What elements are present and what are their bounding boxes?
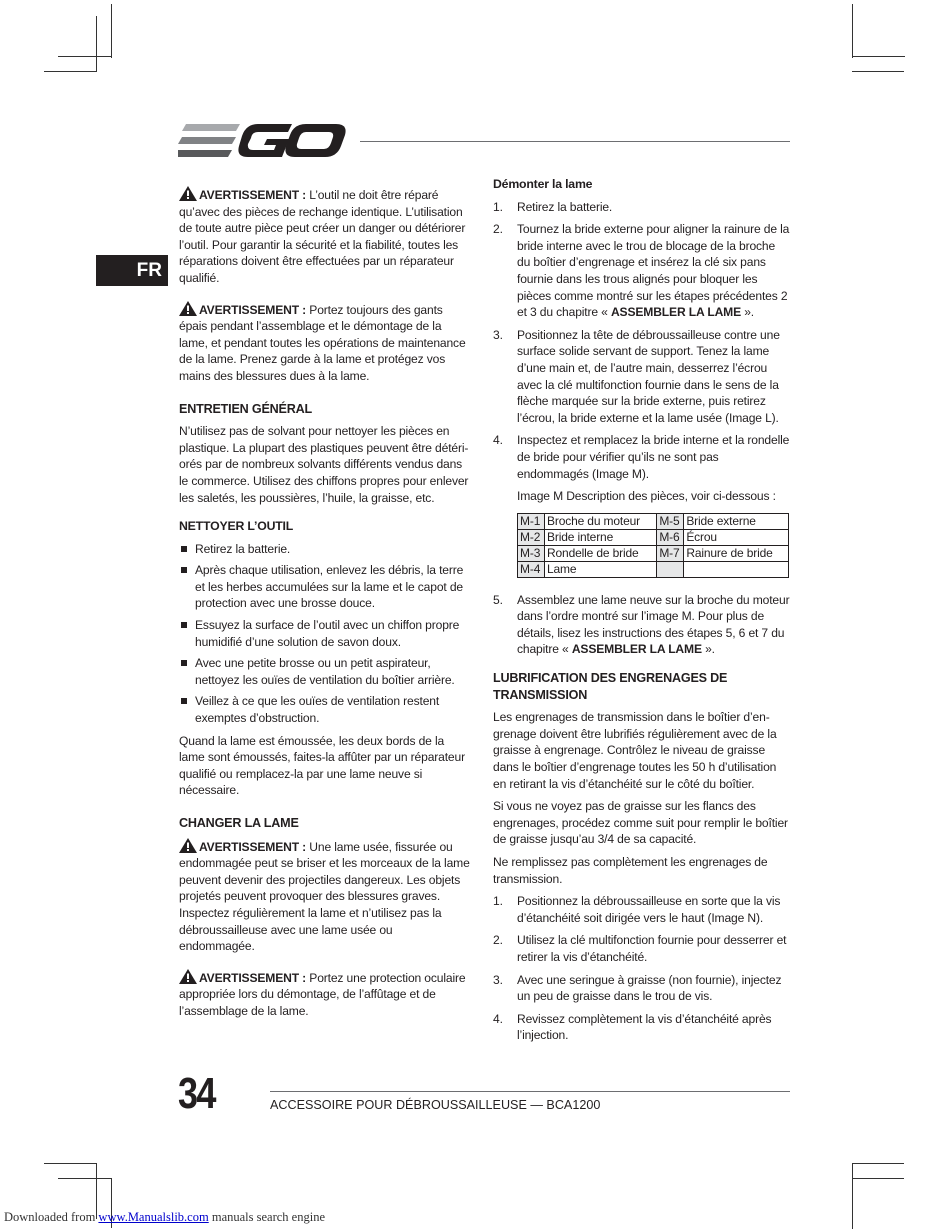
table-cell: Écrou [684, 529, 789, 545]
table-cell: Bride externe [684, 513, 789, 529]
step-text: Positionnez la débroussailleuse en sorte que la vis d’étanchéité soit dirigée vers le haut (Image N). [517, 894, 781, 925]
step-text: Avec une seringue à graisse (non fournie), injectez un peu de graisse dans le trou de vis. [517, 972, 782, 1004]
section-heading: Démonter la lame [493, 177, 593, 191]
assemble-step [493, 592, 791, 658]
language-tab: FR [96, 255, 168, 286]
download-note [4, 1210, 325, 1225]
table-row [518, 561, 789, 577]
step-item [493, 592, 791, 658]
table-cell: M-2 [518, 529, 545, 545]
paragraph: Les engrenages de transmission dans le boîtier d’en-grenage doivent être lubrifiés régulièrement avec de la graisse à engrenage. Contrôlez le niveau de graisse dans le boîtier d’engrenage toutes les 50 h d’utilisation en retirant la vis d’étanchéité sur le côté du boîtier. [493, 710, 777, 791]
parts-table [517, 513, 789, 578]
list-item [179, 655, 471, 688]
crop-mark [44, 71, 96, 72]
step-text: Inspectez et remplacez la bride interne et la rondelle de bride pour vérifier qu’ils ne sont pas endommagés (Image M). [517, 433, 790, 481]
step-text: Revissez complètement la vis d’étanchéité après l’injection. [517, 1011, 772, 1043]
table-cell: Broche du moteur [545, 513, 657, 529]
crop-mark [111, 4, 112, 58]
bullet-icon [181, 698, 187, 704]
table-cell: Bride interne [545, 529, 657, 545]
step-number: 1. [493, 199, 503, 214]
list-item-text: Retirez la batterie. [195, 541, 291, 556]
table-cell: Lame [545, 561, 657, 577]
step-number: 5. [493, 592, 503, 607]
crop-mark [852, 71, 904, 72]
left-column [179, 186, 471, 1034]
section-heading: LUBRIFICATION DES ENGRENAGES DE TRANSMISSION [493, 671, 728, 702]
list-item-text: Après chaque utilisation, enlevez les débris, la terre et les herbes accumulées sur la lame et le capot de protection avec une brosse douce. [195, 563, 464, 611]
warning-icon [179, 186, 197, 201]
step-text: Positionnez la tête de débroussailleuse contre une surface solide servant de support. Tenez la lame d’une main et, de l’autre main, desserrez l’écrou avec la clé multifonction fournie dans le sens de la flèche marquée sur la bride externe, puis retirez l’écrou, la bride externe et la lame usée (Image L). [517, 327, 780, 425]
warning-label: AVERTISSEMENT : [199, 970, 307, 985]
step-item [493, 972, 791, 1005]
crop-mark [852, 56, 905, 57]
crop-mark [852, 4, 853, 58]
manualslib-link[interactable]: www.Manualslib.com [98, 1210, 209, 1224]
step-number: 3. [493, 972, 503, 987]
warning-block [179, 969, 471, 1020]
list-item [179, 617, 471, 650]
step-number: 1. [493, 894, 503, 909]
section-heading: CHANGER LA LAME [179, 816, 299, 830]
step-item [493, 327, 791, 427]
paragraph: N’utilisez pas de solvant pour nettoyer les pièces en plastique. La plupart des plastiques peuvent être détéri-orés par de nombreux solvants différents vendus dans le commerce. Utilisez des chiffons propres pour enlever les saletés, les poussières, l’huile, la graisse, etc. [179, 424, 469, 505]
cleaning-list [179, 541, 471, 727]
paragraph: Si vous ne voyez pas de graisse sur les flancs des engrenages, procédez comme suit pour remplir le boîtier de graisse jusqu’au 3/4 de sa capacité. [493, 799, 788, 847]
table-cell: M-7 [657, 545, 684, 561]
right-column [493, 176, 791, 1050]
table-cell: Rondelle de bride [545, 545, 657, 561]
table-cell [657, 561, 684, 577]
step-number: 2. [493, 222, 503, 237]
warning-label: AVERTISSEMENT : [199, 188, 307, 202]
warning-icon [179, 838, 197, 853]
section-heading: ENTRETIEN GÉNÉRAL [179, 401, 313, 416]
step-number: 4. [493, 1011, 503, 1026]
ego-logo [178, 120, 346, 162]
step-text: Retirez la batterie. [517, 199, 613, 214]
list-item [179, 562, 471, 612]
step-text: ». [741, 305, 755, 320]
warning-text: Portez une protection oculaire appropriée lors du démontage, de l’affûtage et de l’assemblage de la lame. [179, 970, 466, 1018]
warning-block [179, 838, 471, 955]
download-suffix: manuals search engine [208, 1210, 325, 1224]
paragraph: Ne remplissez pas complètement les engrenages de transmission. [493, 855, 768, 886]
warning-block [179, 301, 471, 385]
step-item [493, 1011, 791, 1044]
crop-mark [58, 1178, 111, 1179]
table-cell: M-1 [518, 513, 545, 529]
header-rule [360, 141, 790, 142]
step-text: Assemblez une lame neuve sur la broche du moteur dans l’ordre montré sur l’image M. Pour plus de détails, lisez les instructions des étapes 5, 6 et 7 du chapitre « [517, 592, 790, 657]
list-item [179, 541, 471, 558]
bullet-icon [181, 546, 187, 552]
crop-mark [58, 56, 111, 57]
list-item [179, 693, 471, 726]
section-heading: NETTOYER L’OUTIL [179, 519, 294, 534]
footer-title: ACCESSOIRE POUR DÉBROUSSAILLEUSE — BCA1200 [270, 1098, 601, 1112]
table-cell: M-4 [518, 561, 545, 577]
list-item-text: Veillez à ce que les ouïes de ventilation restent exemptes d’obstruction. [195, 694, 440, 726]
crop-mark [44, 1163, 96, 1164]
page-number: 34 [178, 1069, 215, 1118]
table-cell [684, 561, 789, 577]
warning-text: Portez toujours des gants épais pendant l’assemblage et le démontage de la lame, et pendant toutes les opérations de maintenance de la lame. Prenez garde à la lame et protégez vos mains des blessures dues à la lame. [179, 302, 466, 383]
lubrication-steps [493, 893, 791, 1044]
warning-label: AVERTISSEMENT : [199, 839, 307, 854]
image-caption: Image M Description des pièces, voir ci-dessous : [517, 489, 776, 504]
step-item [493, 932, 791, 965]
bullet-icon [181, 622, 187, 628]
warning-text: Une lame usée, fissurée ou endommagée peut se briser et les morceaux de la lame peuvent devenir des projectiles dangereux. Les objets projetés peuvent provoquer des blessures graves. Inspectez régulièrement la lame et n’utilisez pas la débroussailleuse avec une lame usée ou endommagée. [179, 839, 470, 954]
step-number: 2. [493, 933, 503, 948]
download-prefix: Downloaded from [4, 1210, 99, 1224]
step-item [493, 221, 791, 321]
warning-block [179, 186, 471, 287]
table-row [518, 545, 789, 561]
remove-blade-steps [493, 199, 791, 483]
list-item-text: Avec une petite brosse ou un petit aspirateur, nettoyez les ouïes de ventilation du boîtier arrière. [195, 656, 455, 687]
table-cell: M-6 [657, 529, 684, 545]
crop-mark [96, 16, 97, 72]
step-text: Utilisez la clé multifonction fournie pour desserrer et retirer la vis d’étanchéité. [517, 933, 787, 964]
step-text: ». [701, 642, 715, 657]
paragraph: Quand la lame est émoussée, les deux bords de la lame sont émoussés, faites-la affûter par un réparateur qualifié ou remplacez-la par une lame neuve si nécessaire. [179, 733, 465, 798]
step-item [493, 199, 791, 216]
warning-icon [179, 301, 197, 316]
crop-mark [852, 1163, 904, 1164]
bullet-icon [181, 567, 187, 573]
table-cell: M-5 [657, 513, 684, 529]
step-item [493, 893, 791, 926]
footer-rule [270, 1091, 790, 1092]
bullet-icon [181, 660, 187, 666]
crop-mark [852, 1163, 853, 1229]
step-number: 4. [493, 433, 503, 448]
chapter-reference: ASSEMBLER LA LAME [571, 642, 702, 657]
list-item-text: Essuyez la surface de l’outil avec un chiffon propre humidifié d’une solution de savon doux. [195, 618, 460, 649]
table-cell: M-3 [518, 545, 545, 561]
chapter-reference: ASSEMBLER LA LAME [610, 305, 742, 320]
step-text: Tournez la bride externe pour aligner la rainure de la bride interne avec le trou de blocage de la broche du boîtier d’engrenage et insérez la clé six pans fournie dans les trous alignés pour bloquer les pièces comme montré sur les étapes précédentes 2 et 3 du chapitre « [517, 222, 790, 320]
warning-text: L’outil ne doit être réparé qu’avec des pièces de rechange identique. L’utilisation de toute autre pièce peut créer un danger ou détériorer l’outil. Pour garantir la sécurité et la fiabilité, toutes les réparations doivent être effectuées par un réparateur qualifié. [179, 188, 466, 285]
table-cell: Rainure de bride [684, 545, 789, 561]
warning-icon [179, 969, 197, 984]
crop-mark [852, 1178, 904, 1179]
warning-label: AVERTISSEMENT : [199, 302, 307, 317]
table-row [518, 513, 789, 529]
step-number: 3. [493, 327, 503, 342]
table-row [518, 529, 789, 545]
step-item [493, 432, 791, 482]
